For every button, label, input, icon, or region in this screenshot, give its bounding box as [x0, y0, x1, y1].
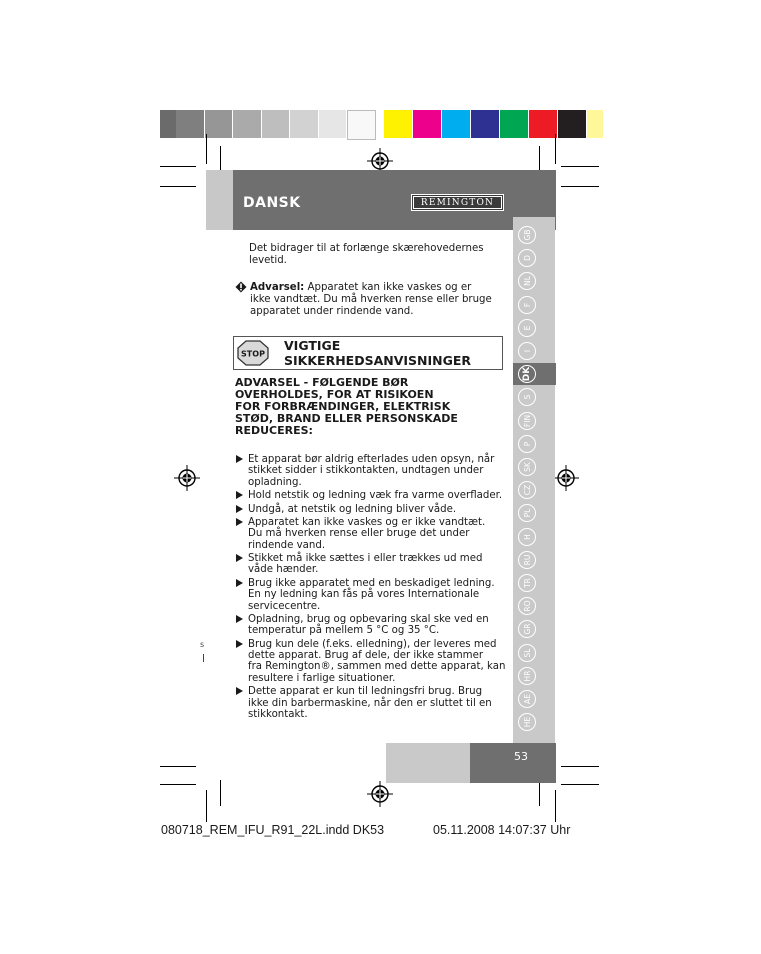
language-tab-ru[interactable]: RU	[518, 551, 536, 569]
color-swatch	[500, 110, 528, 138]
language-tab-ro[interactable]: RO	[518, 597, 536, 615]
caps-warning-line: STØD, BRAND ELLER PERSONSKADE	[235, 412, 458, 425]
language-tab-cz[interactable]: CZ	[518, 481, 536, 499]
bullet-line: Dette apparat er kun til ledningsfri brug. Brug	[248, 686, 483, 698]
color-swatch	[384, 110, 412, 138]
color-swatch	[413, 110, 441, 138]
bullet-line: stikket sidder i stikkontakten, undtagen under	[248, 465, 484, 477]
bullet-text	[248, 490, 510, 501]
bullet-text	[248, 686, 510, 720]
bullet-arrow-icon	[236, 554, 243, 562]
section-title: DANSK	[243, 195, 301, 211]
language-tab-dk[interactable]: DK	[518, 365, 536, 383]
bullet-text	[248, 454, 510, 488]
page-number-box	[470, 743, 556, 783]
language-tab-tr[interactable]: TR	[518, 574, 536, 592]
registration-mark-right-icon	[553, 465, 579, 491]
grey-swatch	[347, 110, 376, 140]
grey-swatch	[160, 110, 176, 138]
language-tab-h[interactable]: H	[518, 528, 536, 546]
language-tab-sl[interactable]: SL	[518, 644, 536, 662]
bullet-arrow-icon	[236, 518, 243, 526]
footer-file-info: 080718_REM_IFU_R91_22L.indd DK53	[161, 823, 385, 837]
grey-swatch	[233, 110, 261, 138]
bullet-line: Brug ikke apparatet med en beskadiget ledning.	[248, 578, 495, 589]
caps-warning-line: ADVARSEL - FØLGENDE BØR	[235, 376, 409, 389]
bullet-arrow-icon	[236, 615, 243, 623]
brand-logo: REMINGTON	[411, 194, 504, 211]
bullet-line: fra Remington®, sammen med dette apparat, kan	[248, 661, 506, 673]
language-tab-f[interactable]: F	[518, 296, 536, 314]
stop-sign-label: STOP	[241, 349, 265, 359]
bullet-arrow-icon	[236, 579, 243, 587]
grey-swatch	[319, 110, 346, 138]
bullet-line: rindende vand.	[248, 539, 326, 551]
bullet-line: Undgå, at netstik og ledning bliver våde.	[248, 503, 457, 515]
bullet-text	[248, 639, 510, 684]
safety-heading-line: VIGTIGE	[284, 338, 341, 353]
caps-warning	[235, 377, 505, 437]
bullet-line: resultere i farlige situationer.	[248, 672, 396, 684]
bullet-arrow-icon	[236, 640, 243, 648]
bullet-line: temperatur på mellem 5 °C og 35 °C.	[248, 625, 440, 637]
language-tab-s[interactable]: S	[518, 388, 536, 406]
bullet-line: servicecentre.	[248, 600, 321, 612]
language-tab-pl[interactable]: PL	[518, 504, 536, 522]
warning-icon	[235, 281, 247, 293]
bullet-line: våde hænder.	[248, 564, 319, 576]
bullet-line: Brug kun dele (f.eks. elledning), der leveres med	[248, 638, 497, 650]
language-tab-he[interactable]: HE	[518, 713, 536, 731]
bullet-text	[248, 504, 510, 515]
intro-paragraph	[249, 243, 509, 267]
color-swatch	[587, 110, 603, 138]
stop-sign-icon	[237, 340, 269, 366]
bullet-line: stikkontakt.	[248, 708, 308, 720]
bullet-text	[248, 553, 510, 576]
margin-tick	[203, 654, 204, 662]
language-tab-e[interactable]: E	[518, 319, 536, 337]
caps-warning-line: OVERHOLDES, FOR AT RISIKOEN	[235, 388, 434, 401]
intro-line: levetid.	[249, 254, 287, 266]
bullet-line: Apparatet kan ikke vaskes og er ikke vandtæt.	[248, 517, 486, 529]
bullet-arrow-icon	[236, 491, 243, 499]
bullet-text	[248, 614, 510, 637]
page-number: 53	[514, 750, 528, 763]
bullet-line: Opladning, brug og opbevaring skal ske ved en	[248, 614, 489, 626]
language-tab-fin[interactable]: FIN	[518, 412, 536, 430]
language-tab-gb[interactable]: GB	[518, 226, 536, 244]
intro-line: Det bidrager til at forlænge skærehovedernes	[249, 243, 484, 254]
color-swatch	[471, 110, 499, 138]
grey-swatch	[290, 110, 318, 138]
bullet-line: dette apparat. Brug af dele, der ikke stammer	[248, 650, 484, 662]
color-swatch	[442, 110, 470, 138]
safety-heading-line: SIKKERHEDSANVISNINGER	[284, 353, 472, 368]
language-tab-nl[interactable]: NL	[518, 272, 536, 290]
bullet-line: Hold netstik og ledning væk fra varme overflader.	[248, 490, 503, 502]
warning-paragraph	[250, 282, 508, 317]
language-tab-i[interactable]: I	[518, 342, 536, 360]
footer-timestamp: 05.11.2008 14:07:37 Uhr	[433, 823, 571, 837]
bullet-arrow-icon	[236, 687, 243, 695]
language-tab-p[interactable]: P	[518, 435, 536, 453]
bullet-arrow-icon	[236, 505, 243, 513]
bullet-line: Stikket må ikke sættes i eller trækkes ud med	[248, 553, 483, 565]
bullet-text	[248, 578, 510, 612]
warning-line: apparatet under rindende vand.	[250, 305, 414, 317]
caps-warning-line: FOR FORBRÆNDINGER, ELEKTRISK	[235, 400, 451, 413]
color-swatch	[529, 110, 557, 138]
grey-swatch	[262, 110, 289, 138]
safety-heading	[284, 338, 504, 368]
language-tab-sk[interactable]: SK	[518, 458, 536, 476]
language-tab-hr[interactable]: HR	[518, 667, 536, 685]
registration-mark-left-icon	[174, 465, 200, 491]
bullet-line: En ny ledning kan fås på vores Internationale	[248, 589, 480, 601]
caps-warning-line: REDUCERES:	[235, 424, 313, 437]
warning-line: ikke vandtæt. Du må hverken rense eller bruge	[250, 293, 492, 305]
language-tab-d[interactable]: D	[518, 249, 536, 267]
bullet-line: ikke din barbermaskine, når den er sluttet til en	[248, 697, 492, 709]
bullet-line: Du må hverken rense eller bruge det under	[248, 528, 470, 540]
color-swatch	[558, 110, 586, 138]
registration-mark-bottom-icon	[367, 781, 393, 807]
bullet-text	[248, 517, 510, 551]
language-tab-gr[interactable]: GR	[518, 620, 536, 638]
grey-swatch	[176, 110, 204, 138]
bullet-arrow-icon	[236, 455, 243, 463]
warning-line: Apparatet kan ikke vaskes og er	[307, 282, 472, 293]
header-left-accent	[206, 170, 234, 230]
bullet-line: Et apparat bør aldrig efterlades uden opsyn, når	[248, 454, 495, 465]
language-tab-ae[interactable]: AE	[518, 690, 536, 708]
warning-label: Advarsel:	[250, 282, 305, 293]
margin-mark: s	[200, 640, 205, 649]
bullet-line: opladning.	[248, 476, 302, 488]
grey-swatch	[205, 110, 232, 138]
